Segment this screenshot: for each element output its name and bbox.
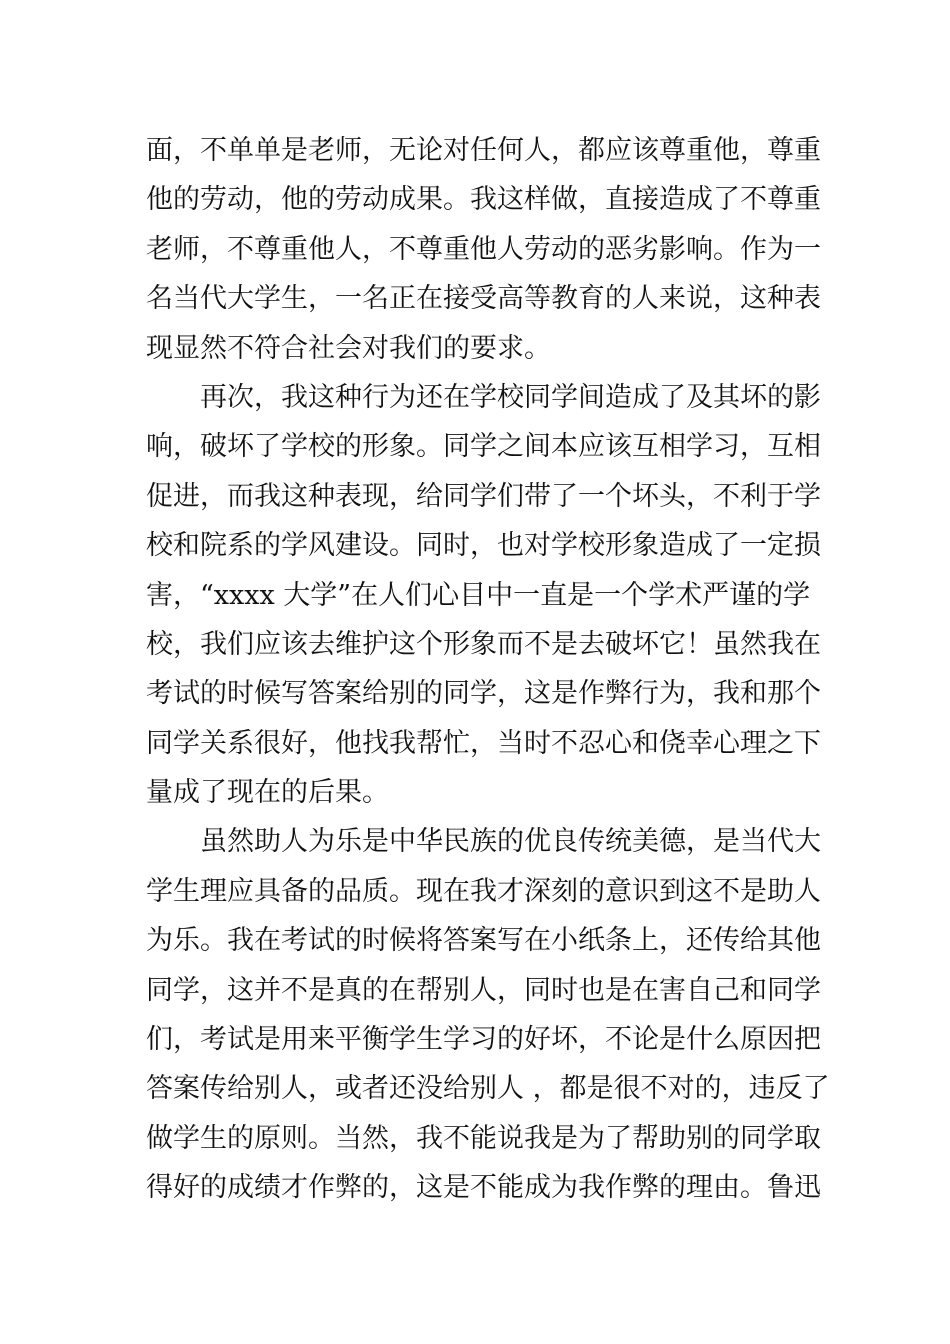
paragraph-2-line: 校和院系的学风建设。同时，也对学校形象造成了一定损 [146, 530, 821, 562]
paragraph-1-line: 面，不单单是老师，无论对任何人，都应该尊重他，尊重 [146, 135, 821, 166]
paragraph-3-line: 答案传给别人，或者还没给别人 ，都是很不对的，违反了 [146, 1073, 830, 1105]
paragraph-3-line: 同学，这并不是真的在帮别人，同时也是在害自己和同学 [146, 974, 821, 1006]
paragraph-3-line: 们，考试是用来平衡学生学习的好坏，不论是什么原因把 [146, 1024, 821, 1056]
paragraph-2-line: 促进，而我这种表现，给同学们带了一个坏头，不利于学 [146, 480, 821, 512]
paragraph-1-line: 他的劳动，他的劳动成果。我这样做，直接造成了不尊重 [146, 184, 821, 216]
paragraph-3-line: 做学生的原则。当然，我不能说我是为了帮助别的同学取 [146, 1122, 821, 1154]
paragraph-2-first-line: 再次，我这种行为还在学校同学间造成了及其坏的影 [200, 381, 821, 413]
paragraph-3-line: 为乐。我在考试的时候将答案写在小纸条上，还传给其他 [146, 925, 821, 957]
document-body [146, 126, 830, 1213]
paragraph-3-line: 得好的成绩才作弊的，这是不能成为我作弊的理由。鲁迅 [146, 1172, 821, 1204]
paragraph-1-line: 名当代大学生，一名正在接受高等教育的人来说，这种表 [146, 283, 821, 315]
paragraph-2-line: 同学关系很好，他找我帮忙，当时不忍心和侥幸心理之下 [146, 727, 821, 759]
paragraph-1-line: 现显然不符合社会对我们的要求。 [146, 332, 551, 364]
paragraph-1-line: 老师，不尊重他人，不尊重他人劳动的恶劣影响。作为一 [146, 233, 821, 265]
paragraph-2-line: 校，我们应该去维护这个形象而不是去破坏它！虽然我在 [146, 628, 821, 660]
paragraph-2-line: 量成了现在的后果。 [146, 777, 389, 809]
paragraph-3-line: 学生理应具备的品质。现在我才深刻的意识到这不是助人 [146, 875, 821, 907]
paragraph-2-line: 响，破坏了学校的形象。同学之间本应该互相学习，互相 [146, 431, 821, 463]
paragraph-2-line: 害，“xxxx 大学”在人们心目中一直是一个学术严谨的学 [146, 579, 811, 611]
paragraph-2-line: 考试的时候写答案给别的同学，这是作弊行为，我和那个 [146, 678, 821, 710]
paragraph-3-first-line: 虽然助人为乐是中华民族的优良传统美德，是当代大 [200, 826, 821, 858]
